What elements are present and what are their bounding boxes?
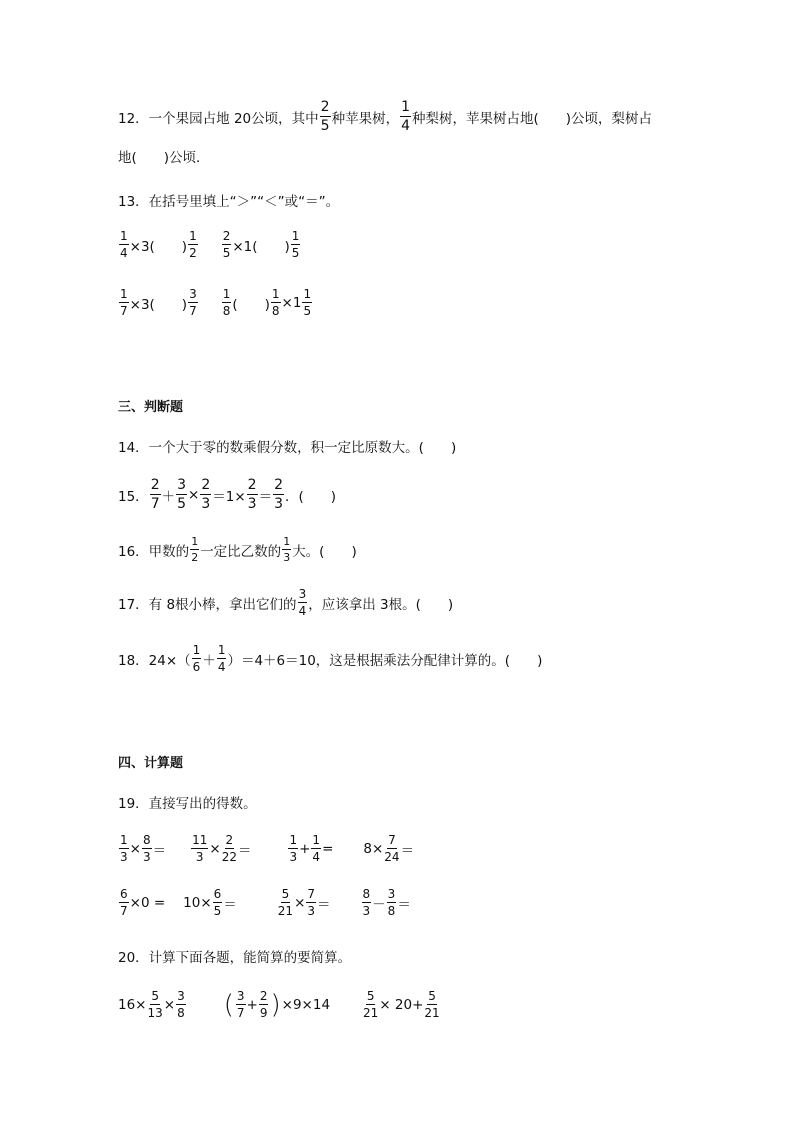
fraction <box>384 834 399 863</box>
math-text: 8 <box>271 304 280 318</box>
math-text: 2 <box>247 477 257 493</box>
math-text: 3 <box>189 287 197 301</box>
q20-title: 20．计算下面各题，能简算的要简算。 <box>118 950 352 966</box>
math-text: 5 <box>222 246 231 260</box>
math-text: 3 <box>298 587 307 601</box>
math-text: 5 <box>151 989 159 1003</box>
plus-sign: ＋ <box>161 488 176 505</box>
math-text: 1 <box>283 535 291 548</box>
question-14 <box>118 436 456 456</box>
math-text: 8 <box>142 833 151 847</box>
math-text: 4 <box>298 604 307 618</box>
fraction <box>259 990 269 1019</box>
math-text: 7 <box>120 904 128 918</box>
math-text: 21 <box>277 904 294 918</box>
math-text: 11 <box>192 833 208 847</box>
math-text: 5 <box>291 246 300 260</box>
math-text: 3 <box>387 887 396 901</box>
math-text: 7 <box>120 304 128 318</box>
fraction <box>119 288 129 317</box>
math-text: 3 <box>274 496 284 512</box>
question-16 <box>118 536 357 563</box>
math-text: 5 <box>281 887 290 901</box>
math-text: 3 <box>177 989 185 1003</box>
fraction <box>362 888 372 917</box>
question-17 <box>118 588 453 617</box>
math-text: × 20+ <box>379 996 424 1013</box>
math-text: ＝ <box>400 842 415 859</box>
math-text: 4 <box>401 118 410 134</box>
math-text: ＝ <box>397 896 411 913</box>
math-text: 3 <box>362 904 371 918</box>
q12-line2: 地( )公顷． <box>118 150 210 166</box>
question-12 <box>118 100 652 133</box>
fraction <box>282 536 291 563</box>
q16-text-c: 大。( ) <box>292 543 357 560</box>
fraction <box>176 990 186 1019</box>
math-text: 7 <box>189 304 197 318</box>
fraction <box>148 990 163 1019</box>
math-text: 1 <box>191 535 199 548</box>
math-text: 2 <box>150 477 160 493</box>
question-19-title <box>118 792 257 812</box>
math-text: 1 <box>291 229 300 243</box>
multiply-text: ×1 <box>281 294 302 311</box>
math-text: 1 <box>222 287 231 301</box>
math-text: 3 <box>289 850 298 864</box>
math-text: = <box>322 840 334 857</box>
math-text: 8 <box>387 904 396 918</box>
math-text: 3 <box>142 850 151 864</box>
math-text: 2 <box>201 477 211 493</box>
q18-text-a: 18．24×（ <box>118 652 191 669</box>
math-text: + <box>246 996 258 1013</box>
q14-text: 14．一个大于零的数乘假分数，积一定比原数大。( ) <box>118 440 457 456</box>
math-text: 8 <box>177 1006 185 1020</box>
math-text: 1 <box>217 643 226 657</box>
math-text: 4 <box>120 246 128 260</box>
math-text: 5 <box>213 904 222 918</box>
math-text: 13 <box>147 1006 163 1020</box>
math-text: 5 <box>428 989 436 1003</box>
math-text: × <box>129 840 141 857</box>
fraction <box>222 834 237 863</box>
math-text: × <box>163 996 176 1013</box>
math-text: + <box>299 840 311 857</box>
question-13-title <box>118 190 339 210</box>
math-text: 22 <box>221 850 237 864</box>
math-text: 3 <box>195 850 204 864</box>
q17-text-a: 17．有 8根小棒，拿出它们的 <box>118 596 297 613</box>
fraction <box>271 288 281 317</box>
math-text: 5 <box>320 118 330 134</box>
fraction <box>363 990 378 1019</box>
math-text: 8 <box>222 304 231 318</box>
fraction <box>273 478 284 511</box>
question-19-row2 <box>118 888 411 917</box>
math-text: ×0 = <box>129 894 166 911</box>
math-text: － <box>372 896 386 913</box>
question-13-row2 <box>118 288 313 317</box>
math-text: 21 <box>363 1006 379 1020</box>
question-13-row1 <box>118 230 301 259</box>
fraction <box>190 536 199 563</box>
fraction <box>311 834 321 863</box>
q16-text-a: 16．甲数的 <box>118 543 190 560</box>
fraction <box>236 990 246 1019</box>
fraction <box>192 644 202 673</box>
math-text: 7 <box>388 833 396 847</box>
math-text: 7 <box>150 496 160 512</box>
left-paren: ( <box>223 989 234 1020</box>
math-text: 2 <box>222 229 231 243</box>
comparison-blank: ×3( ) <box>129 296 188 313</box>
fraction <box>291 230 301 259</box>
fraction <box>400 100 411 133</box>
math-text: 3 <box>201 496 211 512</box>
math-text: ＝ <box>237 842 252 859</box>
fraction <box>119 230 129 259</box>
section-4-heading <box>118 752 183 771</box>
math-text: 9 <box>259 1006 268 1020</box>
fraction <box>278 888 293 917</box>
right-paren: ) <box>270 989 281 1020</box>
fraction <box>247 478 258 511</box>
q16-text-b: 一定比乙数的 <box>200 543 282 560</box>
math-text: 1 <box>312 833 321 847</box>
fraction <box>200 478 211 511</box>
math-text: 6 <box>192 660 201 674</box>
math-text: 3 <box>247 496 257 512</box>
fraction <box>176 478 187 511</box>
math-text: 2 <box>189 246 197 260</box>
question-12-line2 <box>118 146 210 166</box>
math-text: ×9×14 <box>281 996 331 1013</box>
equals-text: ＝1× <box>212 488 246 505</box>
question-20-expressions <box>118 990 441 1019</box>
math-text: ＝ <box>152 842 167 859</box>
math-text: 3 <box>236 989 245 1003</box>
math-text: 24 <box>384 850 400 864</box>
math-text: 1 <box>289 833 298 847</box>
section-3-heading <box>118 396 183 415</box>
math-text: × <box>294 894 306 911</box>
fraction <box>222 288 232 317</box>
question-19-row1 <box>118 834 414 863</box>
q12-text-c: 种梨树，苹果树占地( )公顷，梨树占 <box>412 110 653 127</box>
math-text: ＝ <box>317 896 331 913</box>
fraction <box>302 288 312 317</box>
math-text: 1 <box>271 287 280 301</box>
question-18 <box>118 644 542 673</box>
q15-number: 15． <box>118 488 149 505</box>
fraction <box>424 990 439 1019</box>
math-text: 1 <box>120 287 128 301</box>
math-text: 3 <box>177 477 187 493</box>
q12-text-b: 种苹果树， <box>331 110 400 127</box>
fraction <box>387 888 397 917</box>
fraction <box>191 834 208 863</box>
math-text: 10× <box>183 894 212 911</box>
math-text: 8× <box>363 840 384 857</box>
fraction <box>119 834 129 863</box>
math-text: 2 <box>225 833 234 847</box>
times-sign: × <box>188 486 200 503</box>
fraction <box>320 100 331 133</box>
math-text: × <box>209 840 221 857</box>
math-text: 6 <box>120 887 128 901</box>
math-text: 1 <box>401 99 410 115</box>
fraction <box>142 834 152 863</box>
math-text: 7 <box>236 1006 245 1020</box>
equals-sign: ＝ <box>258 488 273 505</box>
math-text: 6 <box>213 887 222 901</box>
question-20-title <box>118 946 351 966</box>
q18-text-b: ）＝4＋6＝10，这是根据乘法分配律计算的。( ) <box>227 652 543 669</box>
math-text: 5 <box>177 496 187 512</box>
math-text: 7 <box>307 887 316 901</box>
math-text: 3 <box>283 551 291 564</box>
fraction <box>298 588 308 617</box>
comparison-blank: ( ) <box>232 296 270 313</box>
comparison-blank: ×1( ) <box>232 238 290 255</box>
math-text: 2 <box>320 99 330 115</box>
math-text: 2 <box>191 551 199 564</box>
math-text: 4 <box>217 660 226 674</box>
section-title: 三、判断题 <box>118 400 184 415</box>
fraction <box>119 888 129 917</box>
math-text: 5 <box>366 989 375 1003</box>
q13-title: 13．在括号里填上“＞”“＜”或“＝”。 <box>118 194 340 210</box>
fraction <box>306 888 316 917</box>
math-text: 1 <box>303 287 312 301</box>
comparison-blank: ×3( ) <box>129 238 188 255</box>
fraction <box>188 230 198 259</box>
q17-text-b: ，应该拿出 3根。( ) <box>308 596 454 613</box>
fraction <box>188 288 198 317</box>
fraction <box>222 230 232 259</box>
question-15 <box>118 478 336 511</box>
math-text: 8 <box>362 887 371 901</box>
plus-sign: ＋ <box>202 652 216 669</box>
fraction <box>288 834 298 863</box>
math-text: 3 <box>120 850 128 864</box>
q15-end: ．( ) <box>285 488 337 505</box>
math-text: 5 <box>303 304 312 318</box>
q12-text-a: 12．一个果园占地 20公顷，其中 <box>118 110 319 127</box>
fraction <box>217 644 227 673</box>
math-text: 1 <box>120 229 128 243</box>
section-title: 四、计算题 <box>118 756 184 771</box>
math-text: 1 <box>192 643 201 657</box>
math-text: 1 <box>189 229 197 243</box>
fraction <box>150 478 161 511</box>
math-text: 1 <box>120 833 128 847</box>
math-text: 4 <box>312 850 321 864</box>
math-text: 2 <box>259 989 268 1003</box>
math-text: 2 <box>274 477 284 493</box>
fraction <box>213 888 223 917</box>
math-text: 16× <box>118 996 147 1013</box>
math-text: 3 <box>307 904 316 918</box>
math-text: 21 <box>424 1006 440 1020</box>
math-text: ＝ <box>223 896 237 913</box>
q19-title: 19．直接写出的得数。 <box>118 796 257 812</box>
